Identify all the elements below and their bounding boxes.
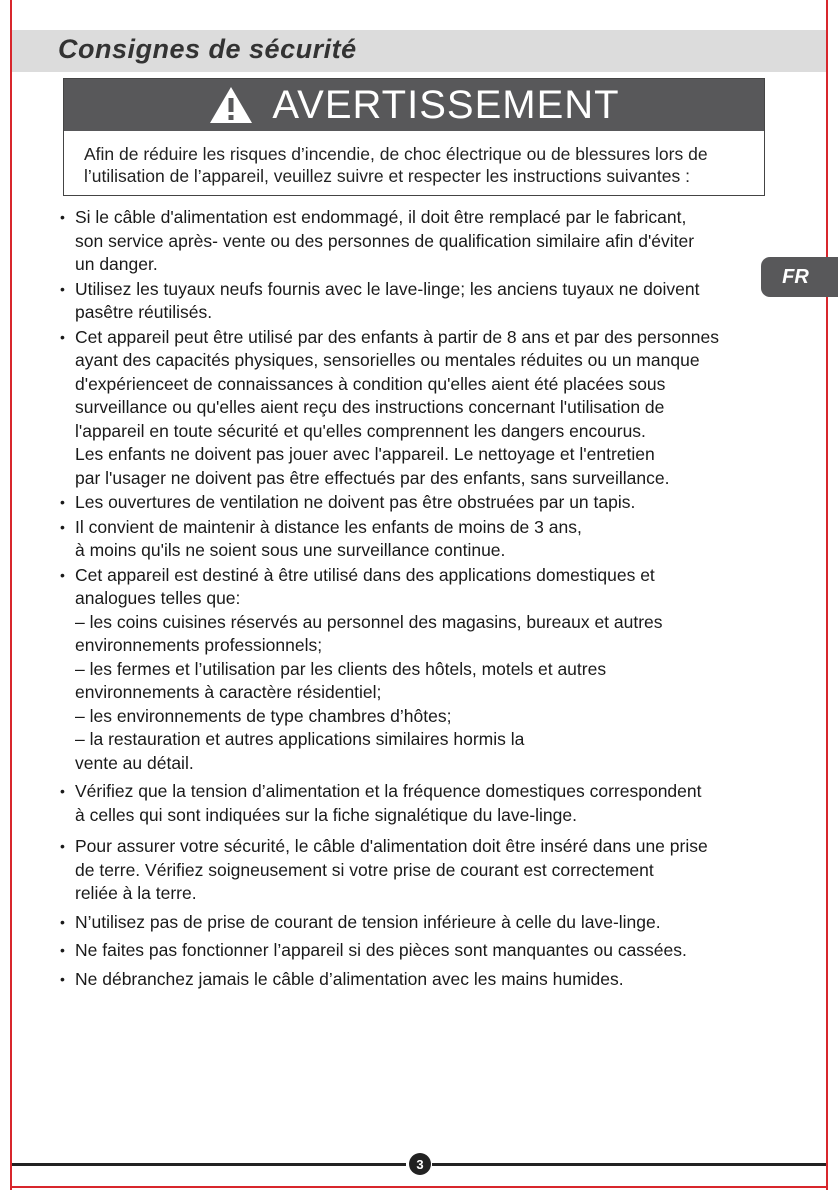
- item-line: d'expérienceet de connaissances à condition qu'elles aient été placées sous: [75, 373, 666, 394]
- item-line: Ne faites pas fonctionner l’appareil si des pièces sont manquantes ou cassées.: [75, 940, 687, 960]
- item-line: – les environnements de type chambres d’hôtes;: [75, 705, 452, 726]
- bullet-icon: •: [60, 328, 65, 345]
- item-line: Cet appareil est destiné à être utilisé dans des applications domestiques et: [75, 564, 655, 585]
- list-item: [60, 564, 780, 776]
- list-item: [60, 939, 780, 963]
- list-item: [60, 780, 780, 827]
- item-line: Cet appareil peut être utilisé par des enfants à partir de 8 ans et par des personnes: [75, 326, 720, 347]
- item-line: Si le câble d'alimentation est endommagé, il doit être remplacé par le fabricant,: [75, 207, 687, 227]
- warning-title: AVERTISSEMENT: [272, 82, 620, 127]
- list-item: [60, 835, 780, 906]
- item-line: Les enfants ne doivent pas jouer avec l'appareil. Le nettoyage et l'entretien: [75, 444, 655, 464]
- bullet-icon: •: [60, 913, 65, 930]
- warning-triangle-icon: [208, 85, 254, 125]
- bullet-icon: •: [60, 280, 65, 297]
- bullet-icon: •: [60, 518, 65, 535]
- instruction-list: [60, 206, 780, 991]
- bullet-icon: •: [60, 783, 65, 799]
- page-frame-bottom: [10, 1186, 828, 1188]
- item-line: son service après- vente ou des personnes de qualification similaire afin d'éviter: [75, 230, 695, 251]
- list-item: [60, 326, 780, 491]
- item-line: de terre. Vérifiez soigneusement si votre prise de courant est correctement: [75, 859, 654, 880]
- item-line: Utilisez les tuyaux neufs fournis avec le lave-linge; les anciens tuyaux ne doivent: [75, 278, 700, 299]
- header-band: [12, 30, 826, 72]
- warning-text: [84, 143, 754, 187]
- item-line: – la restauration et autres applications similaires hormis la: [75, 729, 525, 749]
- item-line: par l'usager ne doivent pas être effectués par des enfants, sans surveillance.: [75, 467, 670, 488]
- item-line: vente au détail.: [75, 752, 194, 773]
- item-line: un danger.: [75, 254, 158, 274]
- item-line: environnements à caractère résidentiel;: [75, 682, 382, 702]
- language-tab-fr: FR: [761, 257, 838, 297]
- warning-header: [64, 79, 764, 131]
- item-line: environnements professionnels;: [75, 635, 323, 655]
- item-line: N’utilisez pas de prise de courant de tension inférieure à celle du lave-linge.: [75, 911, 661, 932]
- list-item: [60, 968, 780, 992]
- list-item: [60, 206, 780, 277]
- bullet-icon: •: [60, 970, 65, 987]
- footer-rule-left: [12, 1163, 406, 1166]
- item-line: à moins qu'ils ne soient sous une surveillance continue.: [75, 540, 506, 560]
- item-line: – les coins cuisines réservés au personnel des magasins, bureaux et autres: [75, 611, 663, 632]
- list-item: [60, 911, 780, 935]
- item-line: Les ouvertures de ventilation ne doivent pas être obstruées par un tapis.: [75, 492, 636, 512]
- page-title: Consignes de sécurité: [58, 34, 357, 64]
- list-item: [60, 278, 780, 325]
- page-number: 3: [409, 1153, 431, 1175]
- bullet-icon: •: [60, 494, 65, 510]
- bullet-icon: •: [60, 566, 65, 583]
- bullet-icon: •: [60, 838, 65, 854]
- item-line: pasêtre réutilisés.: [75, 302, 213, 322]
- list-item: [60, 516, 780, 563]
- item-line: à celles qui sont indiquées sur la fiche signalétique du lave-linge.: [75, 804, 577, 825]
- list-item: [60, 491, 780, 515]
- item-line: Vérifiez que la tension d’alimentation et la fréquence domestiques correspondent: [75, 781, 702, 801]
- item-line: surveillance ou qu'elles aient reçu des instructions concernant l'utilisation de: [75, 397, 665, 417]
- bullet-icon: •: [60, 942, 65, 958]
- page-frame-right: [826, 0, 828, 1190]
- warning-box: [63, 78, 765, 196]
- warning-text-line: l’utilisation de l’appareil, veuillez suivre et respecter les instructions suivantes :: [84, 166, 690, 186]
- bullet-icon: •: [60, 209, 65, 225]
- footer-rule-right: [432, 1163, 826, 1166]
- item-line: analogues telles que:: [75, 588, 241, 608]
- item-line: ayant des capacités physiques, sensorielles ou mentales réduites ou un manque: [75, 350, 700, 370]
- warning-text-line: Afin de réduire les risques d’incendie, de choc électrique ou de blessures lors de: [84, 144, 708, 164]
- item-line: Il convient de maintenir à distance les enfants de moins de 3 ans,: [75, 516, 582, 537]
- page-frame-left: [10, 0, 12, 1190]
- item-line: Pour assurer votre sécurité, le câble d'alimentation doit être inséré dans une prise: [75, 836, 708, 856]
- item-line: reliée à la terre.: [75, 883, 197, 903]
- item-line: l'appareil en toute sécurité et qu'elles comprennent les dangers encourus.: [75, 420, 646, 441]
- item-line: – les fermes et l’utilisation par les clients des hôtels, motels et autres: [75, 658, 607, 679]
- item-line: Ne débranchez jamais le câble d’alimentation avec les mains humides.: [75, 968, 624, 989]
